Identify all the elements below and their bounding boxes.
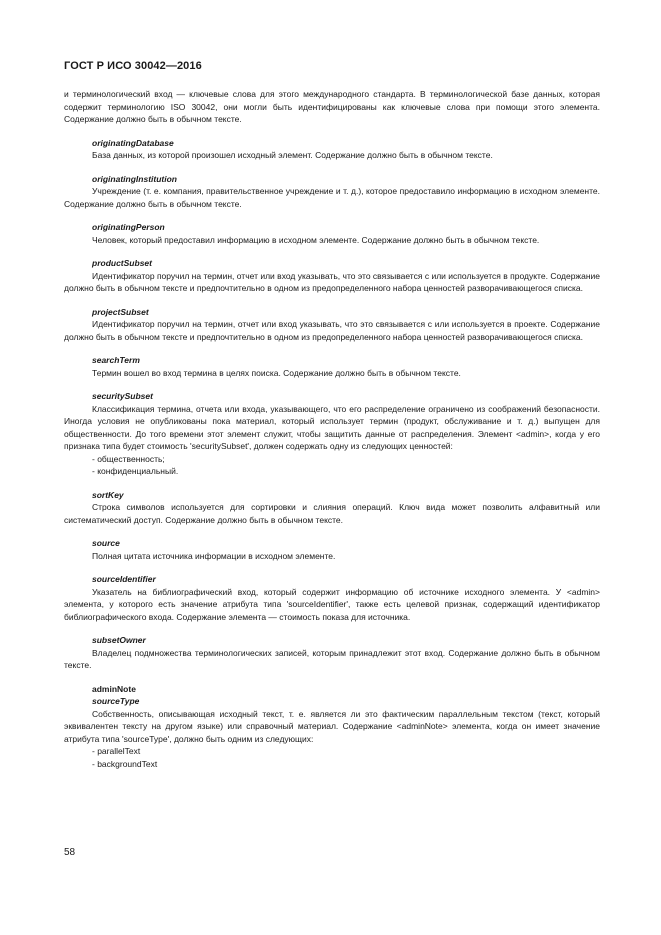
term-heading: sourceIdentifier — [92, 574, 156, 584]
document-header: ГОСТ Р ИСО 30042—2016 — [64, 60, 202, 72]
term-heading: projectSubset — [92, 306, 149, 317]
entry-subset-owner — [64, 634, 600, 672]
entry-originating-institution — [64, 173, 600, 211]
entry-originating-person — [64, 221, 600, 246]
term-description: Владелец подмножества терминологических записей, которым принадлежит этот вход. Содержание должно быть в обычном тексте. — [64, 647, 600, 670]
term-heading: productSubset — [92, 258, 152, 268]
term-heading: originatingDatabase — [92, 137, 174, 148]
term-heading: subsetOwner — [92, 635, 146, 645]
entry-product-subset — [64, 257, 600, 295]
term-heading: originatingInstitution — [92, 173, 177, 184]
term-description: Указатель на библиографический вход, который содержит информацию об источнике исходного элемента. У <admin> элемента, у которого есть значение атрибута типа 'sourceIdentifier', также есть целевой признак, содержащий идентификатор библиографического входа. Содержание элемента — стоимость показа для источника. — [64, 586, 600, 622]
entry-project-subset — [64, 306, 600, 344]
term-heading: sourceType — [92, 696, 140, 706]
term-description: Учреждение (т. е. компания, правительственное учреждение и т. д.), которое предоставило информацию в исходном элементе. Содержание должно быть в обычном тексте. — [64, 186, 600, 209]
term-description: Человек, который предоставил информацию в исходном элементе. Содержание должно быть в обычном тексте. — [92, 234, 540, 245]
list-item: - конфиденциальный. — [92, 466, 179, 476]
entry-sort-key — [64, 489, 600, 527]
term-description: Идентификатор поручил на термин, отчет или вход указывать, что это связывается с или используется в проекте. Содержание должно быть в обычном тексте и предпочтительно в одном из предопределенного набора ценностей разворачивающегося списка. — [64, 319, 600, 342]
entry-source — [64, 537, 600, 562]
term-heading: securitySubset — [92, 391, 153, 401]
term-heading: searchTerm — [92, 355, 140, 365]
list-item: - общественность; — [92, 453, 165, 464]
term-heading: source — [92, 538, 120, 548]
entry-search-term — [64, 354, 600, 379]
entry-security-subset — [64, 390, 600, 478]
entry-originating-database — [64, 137, 600, 162]
entry-source-identifier — [64, 573, 600, 623]
entry-admin-note — [64, 683, 600, 771]
term-heading: originatingPerson — [92, 222, 165, 232]
term-description: Классификация термина, отчета или входа, указывающего, что его распределение ограничено из соображений безопасности. Иногда условия не опубликованы пока материал, который использует термин (продукт, обслуживание и т. д.) выпущен для общественности. До того времени этот элемент служит, чтобы защитить данные от распределения. Элемент <admin>, когда у его признака типа будет стоимость 'securitySubset', должен содержать одну из следующих ценностей: — [64, 403, 600, 451]
section-heading: adminNote — [92, 683, 136, 694]
term-description: Идентификатор поручил на термин, отчет или вход указывать, что это связывается с или используется в продукте. Содержание должно быть в обычном тексте и предпочтительно в одном из предопределенного набора ценностей разворачивающегося списка. — [64, 270, 600, 293]
list-item: - parallelText — [92, 746, 141, 756]
term-description: Собственность, описывающая исходный текст, т. е. является ли это фактическим параллельным текстом (текст, который эквивалентен тексту на другом языке) или справочный материал. Содержание <adminNote> элемента, когда он имеет значение атрибута типа 'sourceType', должно быть одним из следующих: — [64, 708, 600, 744]
term-description: Полная цитата источника информации в исходном элементе. — [92, 550, 336, 561]
page-number: 58 — [64, 847, 76, 858]
term-description: Термин вошел во вход термина в целях поиска. Содержание должно быть в обычном тексте. — [92, 367, 461, 378]
term-description: Строка символов используется для сортировки и слияния операций. Ключ вида может позволить алфавитный или систематический доступ. Содержание должно быть в обычном тексте. — [64, 502, 600, 525]
document-body — [64, 88, 600, 770]
intro-paragraph: и терминологический вход — ключевые слова для этого международного стандарта. В терминологической базе данных, которая содержит терминологию ISO 30042, они могли быть идентифицированы как ключевые слова при помощи этого элемента. Содержание должно быть в обычном тексте. — [64, 89, 600, 124]
term-description: База данных, из которой произошел исходный элемент. Содержание должно быть в обычном тексте. — [92, 150, 493, 160]
list-item: - backgroundText — [92, 758, 158, 769]
term-heading: sortKey — [92, 489, 124, 500]
